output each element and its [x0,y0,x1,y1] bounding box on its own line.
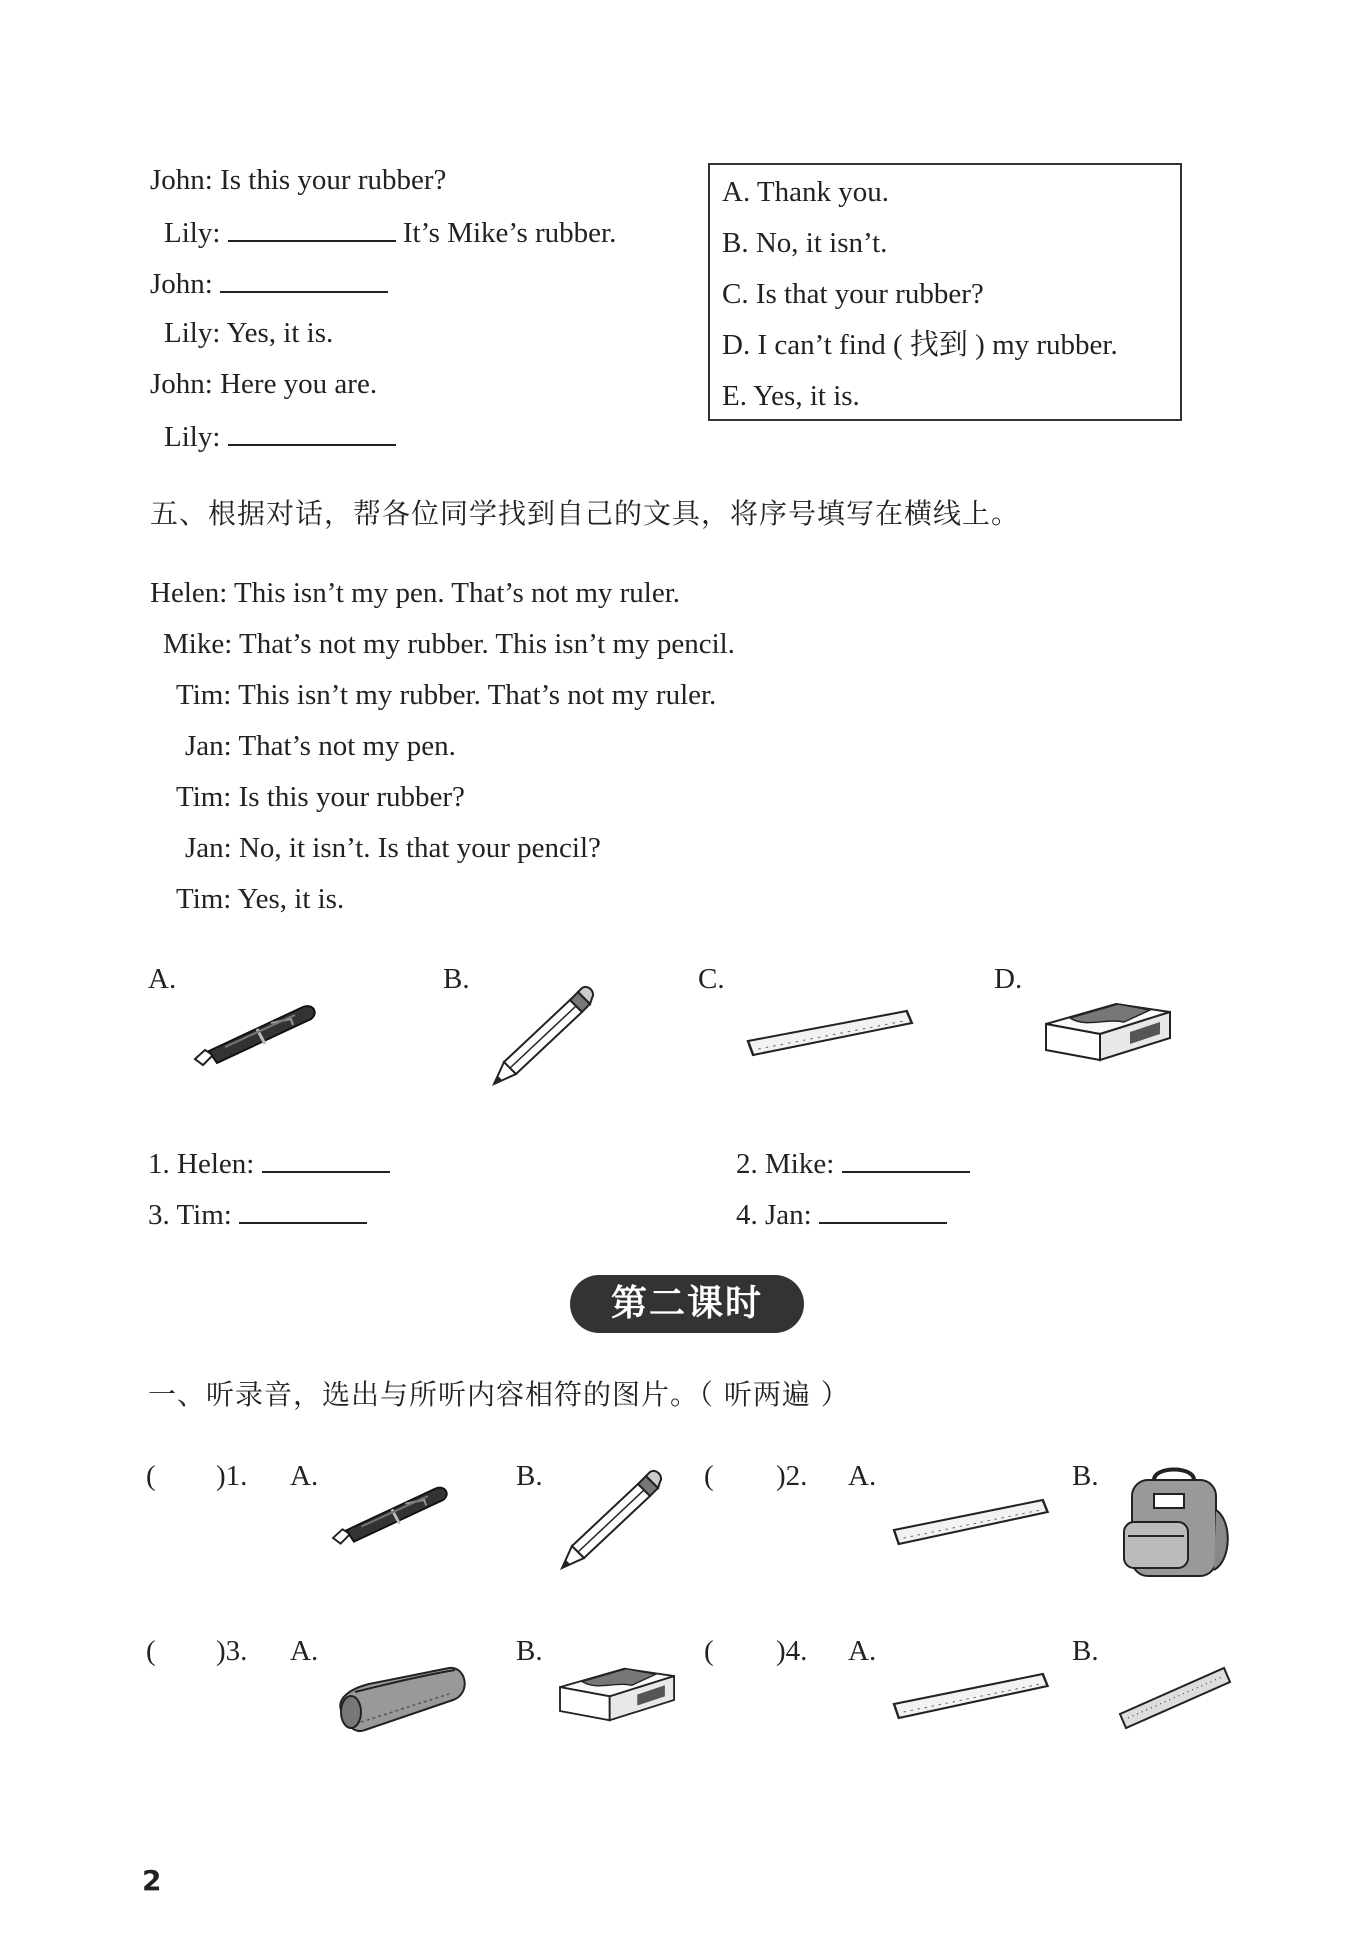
answer-helen [148,1145,390,1181]
pencil-icon [492,990,612,1090]
item-number: 4. [785,1635,808,1667]
item4-option-b: B. [1072,1635,1099,1667]
answer-label: 2. Mike: [736,1148,835,1180]
item1-paren-open: ( [146,1460,156,1492]
answer-tim [148,1196,367,1232]
lesson-badge: 第二课时 [570,1275,804,1333]
picture-label-a: A. [148,963,177,995]
answer-label: 4. Jan: [736,1199,812,1231]
speaker: Helen: [150,577,228,609]
schoolbag-icon [1122,1466,1242,1586]
item3-option-a: A. [290,1635,319,1667]
item4-paren-close: )4. [776,1635,808,1667]
dialogue1-line-4 [164,316,333,350]
utterance: Is this your rubber? [238,781,465,813]
answer-label: 1. Helen: [148,1148,255,1180]
item-number: 1. [225,1460,248,1492]
item3-option-b: B. [516,1635,543,1667]
speaker: Mike: [163,628,233,660]
speaker: Tim: [176,781,232,813]
answer-blank[interactable] [842,1145,970,1173]
ruler-icon [1118,1664,1248,1744]
pen-icon [333,1490,493,1560]
section5-line-3 [176,678,716,712]
section5-line-2 [163,627,735,661]
answer-blank[interactable] [819,1196,947,1224]
option-b: B. No, it isn’t. [722,227,888,259]
utterance: This isn’t my rubber. That’s not my ruler. [238,679,717,711]
section5-line-4 [185,729,456,763]
ruler-icon [744,1007,914,1067]
speaker: Lily: [164,421,221,453]
picture-label-d: D. [994,963,1023,995]
item2-paren-close: )2. [776,1460,808,1492]
utterance: Here you are. [220,368,378,400]
speaker: Jan: [185,832,232,864]
item1-option-a: A. [290,1460,319,1492]
item4-paren-open: ( [704,1635,714,1667]
section1-title: 一、听录音，选出与所听内容相符的图片。（ 听两遍 ） [148,1378,850,1411]
item2-option-b: B. [1072,1460,1099,1492]
answer-label: 3. Tim: [148,1199,232,1231]
item-number: 2. [785,1460,808,1492]
answer-mike [736,1145,970,1181]
ruler-icon [892,1670,1052,1730]
item3-paren-open: ( [146,1635,156,1667]
dialogue1-line-3 [150,265,388,301]
section5-line-6 [185,831,601,865]
section5-line-1 [150,576,680,610]
speaker: Tim: [176,679,232,711]
answer-blank[interactable] [228,418,396,446]
picture-label-b: B. [443,963,470,995]
item2-option-a: A. [848,1460,877,1492]
eraser-icon [560,1650,690,1750]
utterance: Is this your rubber? [220,164,447,196]
speaker: Lily: [164,217,221,249]
utterance: That’s not my rubber. This isn’t my pencil. [239,628,735,660]
item1-paren-close: )1. [216,1460,248,1492]
pencil-case-icon [337,1660,487,1750]
item-number: 3. [225,1635,248,1667]
item4-option-a: A. [848,1635,877,1667]
pencil-icon [560,1472,680,1572]
option-c: C. Is that your rubber? [722,278,984,310]
answer-blank[interactable] [262,1145,390,1173]
answer-jan [736,1196,947,1232]
dialogue1-line-6 [164,418,396,454]
utterance: Yes, it is. [237,883,345,915]
utterance: It’s Mike’s rubber. [402,217,617,249]
page-number: 2 [142,1864,162,1897]
speaker: John: [150,268,213,300]
speaker: Jan: [185,730,232,762]
section5-title: 五、根据对话，帮各位同学找到自己的文具，将序号填写在横线上。 [150,497,1021,530]
picture-label-c: C. [698,963,725,995]
utterance: That’s not my pen. [238,730,456,762]
eraser-icon [1044,988,1174,1088]
answer-blank[interactable] [228,214,396,242]
speaker: John: [150,164,213,196]
speaker: John: [150,368,213,400]
item3-paren-close: )3. [216,1635,248,1667]
utterance: This isn’t my pen. That’s not my ruler. [234,577,681,609]
utterance: No, it isn’t. Is that your pencil? [238,832,601,864]
ruler-icon [892,1496,1052,1556]
item2-paren-open: ( [704,1460,714,1492]
answer-blank[interactable] [220,265,388,293]
pen-icon [195,1005,365,1075]
dialogue1-line-2 [164,214,616,250]
option-d: D. I can’t find ( 找到 ) my rubber. [722,329,1118,361]
options-box [708,163,1182,421]
item1-option-b: B. [516,1460,543,1492]
option-e: E. Yes, it is. [722,380,860,412]
section5-line-5 [176,780,465,814]
dialogue1-line-5 [150,367,377,401]
option-a: A. Thank you. [722,176,890,208]
speaker: Tim: [176,883,232,915]
dialogue1-line-1 [150,163,446,197]
section5-line-7 [176,882,344,916]
speaker: Lily: [164,317,221,349]
answer-blank[interactable] [239,1196,367,1224]
utterance: Yes, it is. [226,317,334,349]
